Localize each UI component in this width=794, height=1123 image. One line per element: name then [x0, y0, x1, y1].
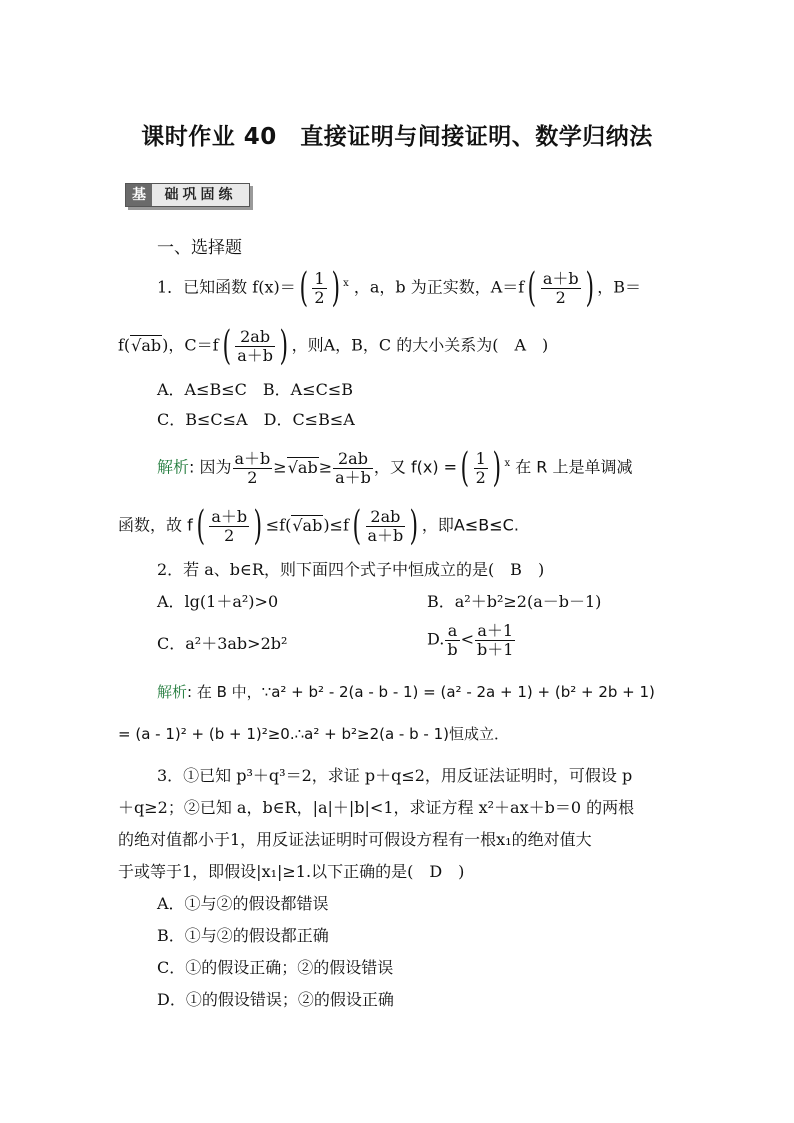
q1-sqrt: ab	[141, 335, 162, 355]
s1-line2-c: )≤f	[323, 515, 349, 535]
s1-line2-a: 函数，故 f	[118, 515, 193, 535]
q3-line1: 3．①已知 p³＋q³＝2，求证 p＋q≤2，用反证法证明时，可假设 p	[157, 766, 633, 785]
s1-d: ，又 f(x) =	[373, 457, 458, 477]
q2-d-lt: <	[460, 629, 474, 649]
s1-frac1	[233, 450, 273, 486]
q1-h-num: 2ab	[235, 328, 275, 347]
s1-exp: x	[504, 458, 511, 470]
q2-option-d	[427, 622, 516, 658]
q1-line2-a: f(	[118, 335, 131, 355]
s1-l2-frac1	[209, 508, 249, 544]
q2-option-d-label: D.	[427, 629, 445, 649]
q2-d-frac2	[475, 622, 515, 658]
q1-stem-a: 1．已知函数	[157, 277, 248, 297]
q1-line2-c: ，则A，B，C 的大小关系为( A )	[291, 335, 549, 355]
s1-den2: a＋b	[335, 467, 371, 487]
sqrt-symbol: √ab	[292, 515, 323, 535]
q1-func: f(x)＝	[252, 277, 296, 297]
badge-label: 础巩固练	[164, 187, 237, 203]
section-badge	[125, 183, 250, 207]
sqrt-symbol: √ab	[131, 335, 162, 355]
paren-close: )	[253, 503, 263, 549]
sqrt-symbol: √ab	[287, 457, 318, 477]
s1-l2-num2: 2ab	[366, 508, 406, 527]
page-title: 课时作业 40 直接证明与间接证明、数学归纳法	[141, 124, 653, 150]
s1-line2-d: ，即A≤B≤C.	[421, 515, 519, 535]
q3-option-c: C．①的假设正确；②的假设错误	[157, 958, 394, 977]
section-heading: 一、选择题	[157, 238, 242, 258]
q2-option-b: B．a²＋b²≥2(a－b－1)	[427, 592, 602, 611]
q3-option-b: B．①与②的假设都正确	[157, 926, 329, 945]
q1-stem-c: ，B＝	[597, 277, 641, 297]
q1-half-num: 1	[314, 268, 325, 288]
paren-close: )	[492, 445, 501, 491]
paren-open: (	[527, 265, 537, 311]
q1-options-ab: A．A≤B≤C B．A≤C≤B	[157, 380, 354, 399]
s1-line2-b: ≤f(	[265, 515, 292, 535]
q3-option-d: D．①的假设错误；②的假设正确	[157, 990, 394, 1009]
badge-key: 基	[126, 184, 152, 206]
s1-den1: 2	[247, 467, 258, 487]
q1-line1	[157, 265, 641, 311]
q2-d-frac1	[445, 622, 459, 658]
q1-ab-num: a＋b	[542, 268, 579, 288]
q1-line2	[118, 323, 549, 369]
s1-c: ≥	[318, 457, 333, 477]
q2-d-num2: a＋1	[475, 622, 515, 641]
paren-close: )	[585, 265, 594, 311]
s1-num1: a＋b	[234, 448, 271, 468]
q1-exp: x	[343, 278, 349, 290]
q3-line4: 于或等于1，即假设|x₁|≥1.以下正确的是( D )	[118, 862, 465, 881]
q3-line2: ＋q≥2；②已知 a，b∈R，|a|＋|b|<1，求证方程 x²＋ax＋b＝0 的两根	[118, 798, 635, 817]
s2-line2: = (a ‐ 1)² + (b + 1)²≥0.∴a² + b²≥2(a ‐ b ‐ 1)恒成立．	[118, 725, 509, 743]
s1-l2-num1: a＋b	[211, 506, 248, 526]
s1-b: ≥	[273, 457, 287, 477]
q1-ab-frac	[541, 270, 581, 306]
q1-options-cd: C．B≤C≤A D．C≤B≤A	[157, 410, 355, 429]
paren-open: (	[352, 503, 361, 549]
s1-l2-den2: a＋b	[367, 525, 404, 545]
paren-open: (	[299, 265, 308, 311]
q1-stem-b: ，a，b 为正实数，A＝f	[353, 277, 525, 297]
q2-option-c: C．a²＋3ab>2b²	[157, 634, 288, 653]
s2-text1: : 在 B 中，∵a² + b² ‐ 2(a ‐ b ‐ 1) = (a² ‐ 2a + 1) + (b² + 2b + 1)	[187, 683, 655, 701]
s1-e: 在 R 上是单调减	[510, 457, 633, 477]
q3-line3: 的绝对值都小于1，用反证法证明时可假设方程有一根x₁的绝对值大	[118, 830, 592, 849]
q2-d-den1: b	[447, 639, 458, 659]
q1-ab-den: 2	[555, 287, 566, 307]
q1-half-den: 2	[314, 287, 325, 307]
s1-line2	[118, 503, 519, 549]
q1-h-den: a＋b	[237, 345, 273, 365]
s1-num2: 2ab	[333, 450, 373, 469]
s1-half-den: 2	[475, 467, 486, 487]
s1-l2-frac2	[366, 508, 406, 544]
s1-line1	[157, 445, 633, 491]
q2-stem: 2．若 a、b∈R，则下面四个式子中恒成立的是( B )	[157, 560, 545, 579]
paren-open: (	[222, 323, 231, 369]
q2-d-num1: a	[445, 622, 459, 641]
paren-close: )	[279, 323, 289, 369]
q1-line2-b: )，C＝f	[162, 335, 219, 355]
q1-h-frac	[235, 328, 275, 364]
s2-line1	[157, 680, 655, 704]
s1-sqrt: ab	[297, 457, 318, 477]
s1-l2-den1: 2	[224, 525, 235, 545]
q3-option-a: A．①与②的假设都错误	[157, 894, 329, 913]
q2-option-a: A．lg(1＋a²)>0	[157, 592, 279, 611]
paren-open: (	[196, 503, 205, 549]
paren-close: )	[331, 265, 340, 311]
s1-half-frac	[474, 450, 488, 486]
s1-frac2	[333, 450, 373, 486]
s1-half-num: 1	[475, 448, 486, 468]
solution-label: 解析	[157, 457, 190, 477]
q2-d-den2: b＋1	[477, 639, 514, 659]
paren-open: (	[460, 445, 470, 491]
q1-half-frac	[312, 270, 326, 306]
s1-l2-sqrt: ab	[302, 515, 323, 535]
paren-close: )	[409, 503, 419, 549]
s1-a: : 因为	[189, 457, 232, 477]
solution-label: 解析	[157, 683, 188, 701]
